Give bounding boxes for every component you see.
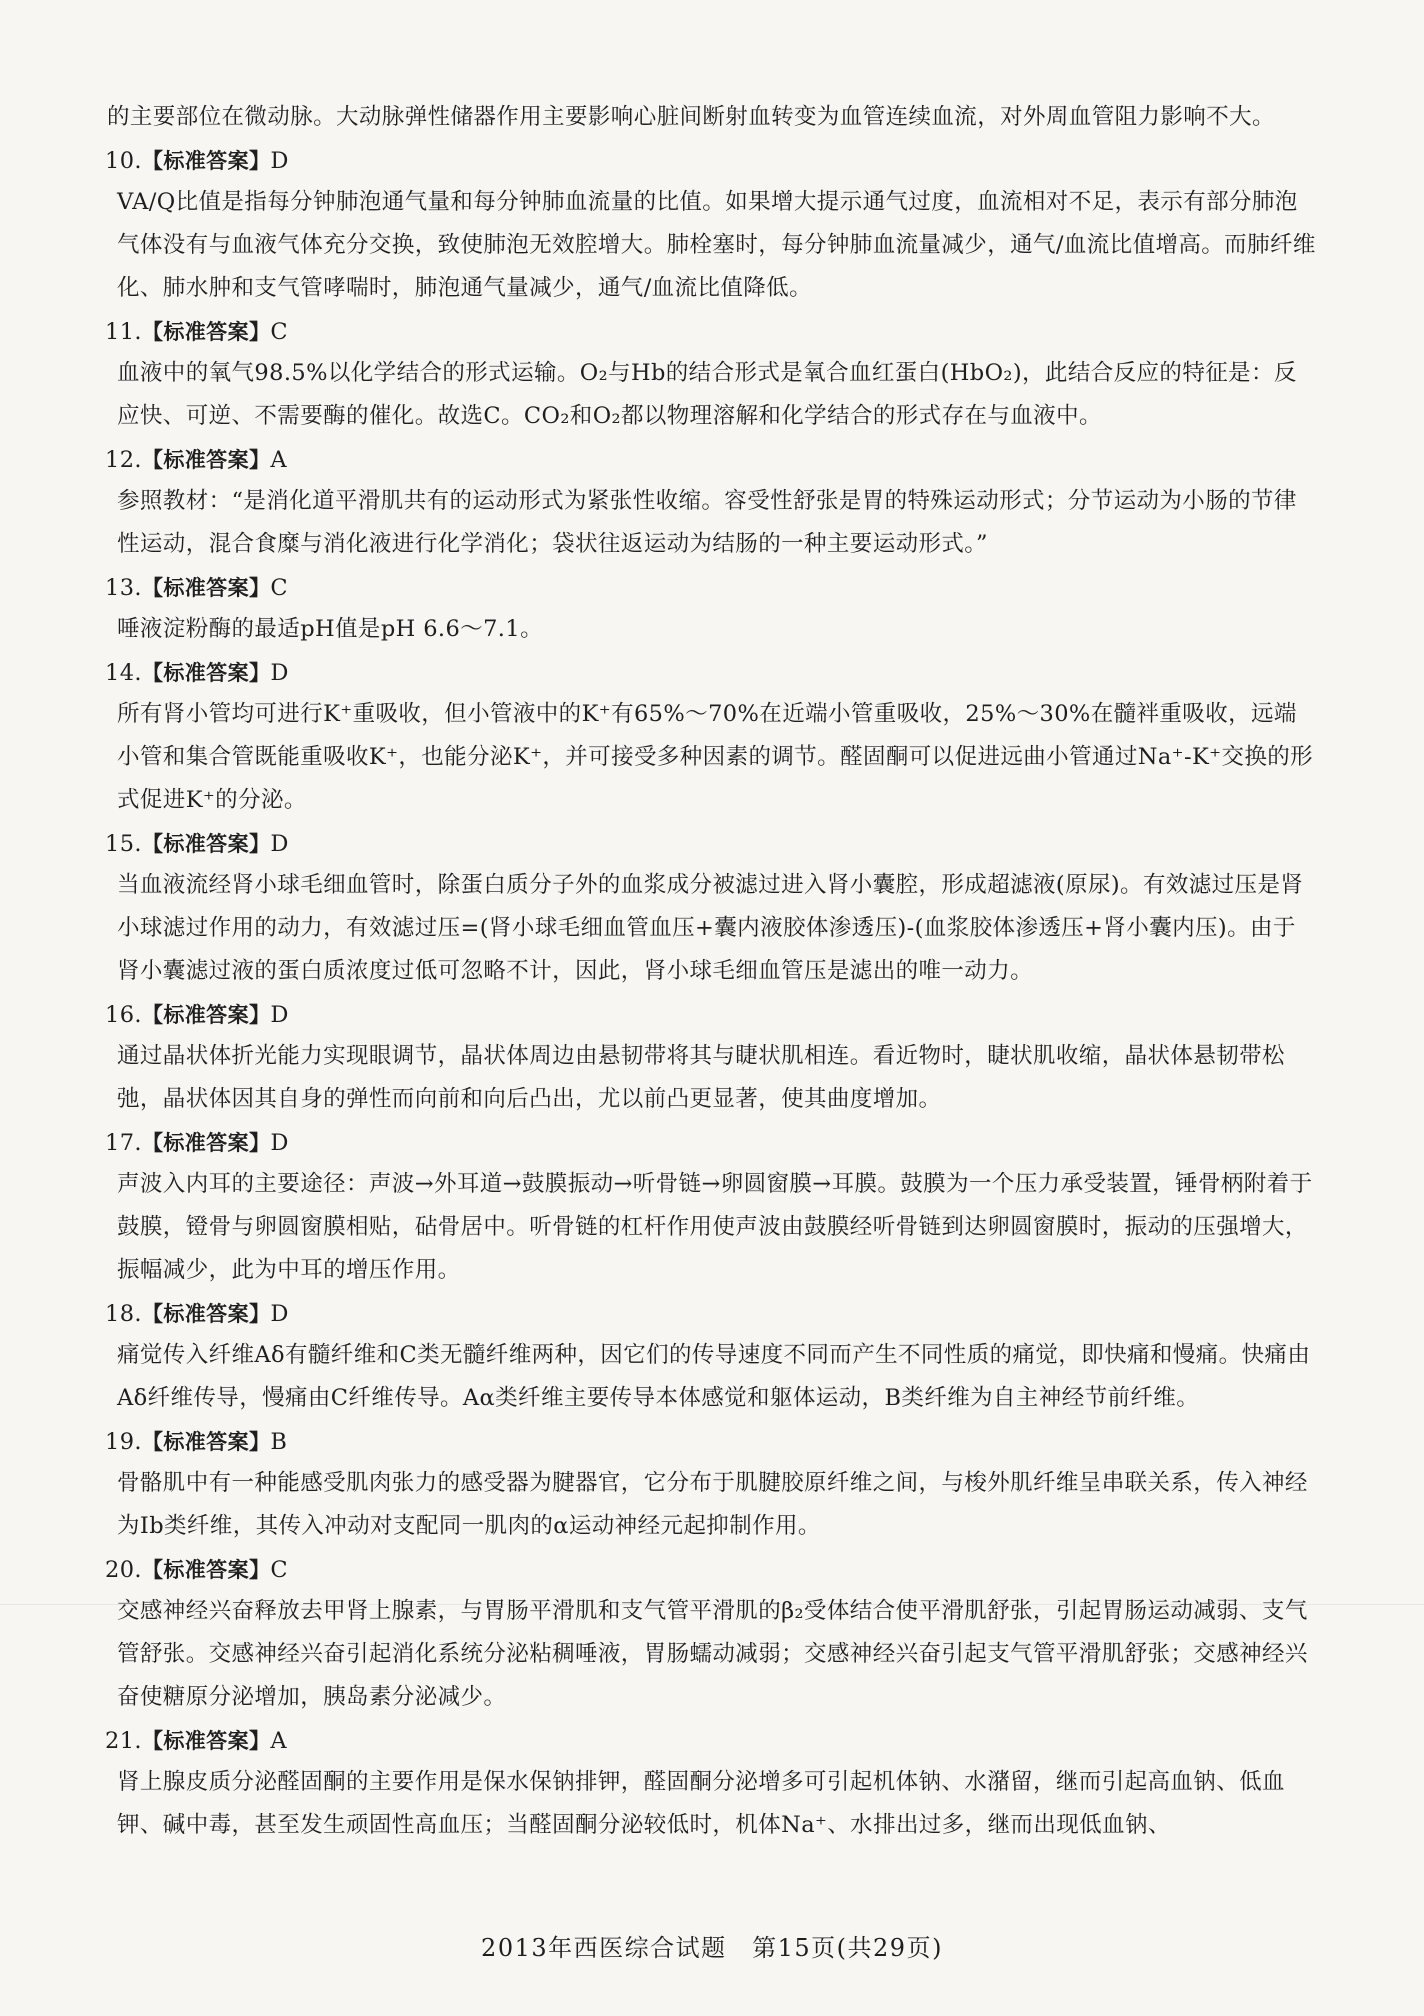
answer-item-14 [107,653,1317,822]
answer-heading [105,1123,1317,1163]
explanation: 痛觉传入纤维Aδ有髓纤维和C类无髓纤维两种，因它们的传导速度不同而产生不同性质的痛觉，即快痛和慢痛。快痛由Aδ纤维传导，慢痛由C纤维传导。Aα类纤维主要传导本体感觉和躯体运动，B类纤维为自主神经节前纤维。 [117,1342,1311,1411]
question-number: 13. [105,575,142,601]
answer-label: 【标准答案】 [141,1302,271,1326]
answer-letter: C [270,319,289,345]
intro-paragraph: 的主要部位在微动脉。大动脉弹性储器作用主要影响心脏间断射血转变为血管连续血流，对外周血管阻力影响不大。 [107,104,1275,130]
answer-heading [105,995,1317,1035]
answer-letter: D [270,831,289,857]
answer-label: 【标准答案】 [141,1131,271,1155]
answer-heading [105,312,1317,352]
answer-letter: D [270,1130,289,1156]
answer-item-20 [107,1550,1317,1719]
answer-letter: A [270,447,288,473]
answer-label: 【标准答案】 [141,1003,271,1027]
answer-item-19 [107,1422,1317,1548]
explanation: 交感神经兴奋释放去甲肾上腺素，与胃肠平滑肌和支气管平滑肌的β₂受体结合使平滑肌舒张，引起胃肠运动减弱、支气管舒张。交感神经兴奋引起消化系统分泌粘稠唾液，胃肠蠕动减弱；交感神经兴奋引起支气管平滑肌舒张；交感神经兴奋使糖原分泌增加，胰岛素分泌减少。 [117,1598,1308,1710]
answer-letter: C [270,575,289,601]
explanation: 参照教材：“是消化道平滑肌共有的运动形式为紧张性收缩。容受性舒张是胃的特殊运动形式；分节运动为小肠的节律性运动，混合食糜与消化液进行化学消化；袋状往返运动为结肠的一种主要运动形式。” [117,488,1297,557]
question-number: 15. [105,831,142,857]
explanation: 当血液流经肾小球毛细血管时，除蛋白质分子外的血浆成分被滤过进入肾小囊腔，形成超滤液(原尿)。有效滤过压是肾小球滤过作用的动力，有效滤过压=(肾小球毛细血管血压+囊内液胶体渗透压)-(血浆胶体渗透压+肾小囊内压)。由于肾小囊滤过液的蛋白质浓度过低可忽略不计，因此，肾小球毛细血管压是滤出的唯一动力。 [117,872,1304,984]
question-number: 19. [105,1429,142,1455]
answer-letter: D [270,660,289,686]
explanation: 骨骼肌中有一种能感受肌肉张力的感受器为腱器官，它分布于肌腱胶原纤维之间，与梭外肌纤维呈串联关系，传入神经为Ib类纤维，其传入冲动对支配同一肌肉的α运动神经元起抑制作用。 [117,1470,1308,1539]
question-number: 16. [105,1002,142,1028]
answer-label: 【标准答案】 [141,576,271,600]
answer-heading [105,1550,1317,1590]
answer-letter: D [270,148,289,174]
answer-label: 【标准答案】 [141,661,271,685]
answer-label: 【标准答案】 [141,832,271,856]
answer-letter: C [270,1557,289,1583]
answer-item-17 [107,1123,1317,1292]
answer-page [107,96,1317,1847]
question-number: 10. [105,148,142,174]
answer-label: 【标准答案】 [141,448,271,472]
explanation: VA/Q比值是指每分钟肺泡通气量和每分钟肺血流量的比值。如果增大提示通气过度，血流相对不足，表示有部分肺泡气体没有与血液气体充分交换，致使肺泡无效腔增大。肺栓塞时，每分钟肺血流量减少，通气/血流比值增高。而肺纤维化、肺水肿和支气管哮喘时，肺泡通气量减少，通气/血流比值降低。 [117,189,1316,301]
explanation: 肾上腺皮质分泌醛固酮的主要作用是保水保钠排钾，醛固酮分泌增多可引起机体钠、水潴留，继而引起高血钠、低血钾、碱中毒，甚至发生顽固性高血压；当醛固酮分泌较低时，机体Na⁺、水排出过多，继而出现低血钠、 [117,1769,1285,1838]
answer-heading [105,141,1317,181]
answer-heading [105,824,1317,864]
explanation: 声波入内耳的主要途径：声波→外耳道→鼓膜振动→听骨链→卵圆窗膜→耳膜。鼓膜为一个压力承受装置，锤骨柄附着于鼓膜，镫骨与卵圆窗膜相贴，砧骨居中。听骨链的杠杆作用使声波由鼓膜经听骨链到达卵圆窗膜时，振动的压强增大，振幅减少，此为中耳的增压作用。 [117,1171,1313,1283]
answer-heading [105,653,1317,693]
explanation: 血液中的氧气98.5%以化学结合的形式运输。O₂与Hb的结合形式是氧合血红蛋白(HbO₂)，此结合反应的特征是：反应快、可逆、不需要酶的催化。故选C。CO₂和O₂都以物理溶解和化学结合的形式存在与血液中。 [117,360,1297,429]
question-number: 12. [105,447,142,473]
answer-label: 【标准答案】 [141,1430,271,1454]
answer-item-13 [107,568,1317,651]
answer-letter: B [270,1429,288,1455]
answer-heading [105,1294,1317,1334]
answer-item-11 [107,312,1317,438]
answer-item-21 [107,1721,1317,1847]
answer-label: 【标准答案】 [141,149,271,173]
answer-heading [105,568,1317,608]
question-number: 18. [105,1301,142,1327]
answer-heading [105,440,1317,480]
answer-item-10 [107,141,1317,310]
question-number: 11. [105,319,142,345]
answer-letter: A [270,1728,288,1754]
answer-letter: D [270,1301,289,1327]
answer-label: 【标准答案】 [141,1729,271,1753]
explanation: 唾液淀粉酶的最适pH值是pH 6.6～7.1。 [117,616,543,642]
question-number: 14. [105,660,142,686]
answer-heading [105,1422,1317,1462]
answer-label: 【标准答案】 [141,320,271,344]
answer-item-16 [107,995,1317,1121]
answer-heading [105,1721,1317,1761]
question-number: 21. [105,1728,142,1754]
page-footer: 2013年西医综合试题 第15页(共29页) [481,1934,943,1962]
explanation: 所有肾小管均可进行K⁺重吸收，但小管液中的K⁺有65%～70%在近端小管重吸收，25%～30%在髓袢重吸收，远端小管和集合管既能重吸收K⁺，也能分泌K⁺，并可接受多种因素的调节。醛固酮可以促进远曲小管通过Na⁺-K⁺交换的形式促进K⁺的分泌。 [117,701,1314,813]
answer-item-12 [107,440,1317,566]
answer-item-15 [107,824,1317,993]
explanation: 通过晶状体折光能力实现眼调节，晶状体周边由悬韧带将其与睫状肌相连。看近物时，睫状肌收缩，晶状体悬韧带松弛，晶状体因其自身的弹性而向前和向后凸出，尤以前凸更显著，使其曲度增加。 [117,1043,1285,1112]
question-number: 17. [105,1130,142,1156]
answer-letter: D [270,1002,289,1028]
answer-label: 【标准答案】 [141,1558,271,1582]
answer-item-18 [107,1294,1317,1420]
question-number: 20. [105,1557,142,1583]
